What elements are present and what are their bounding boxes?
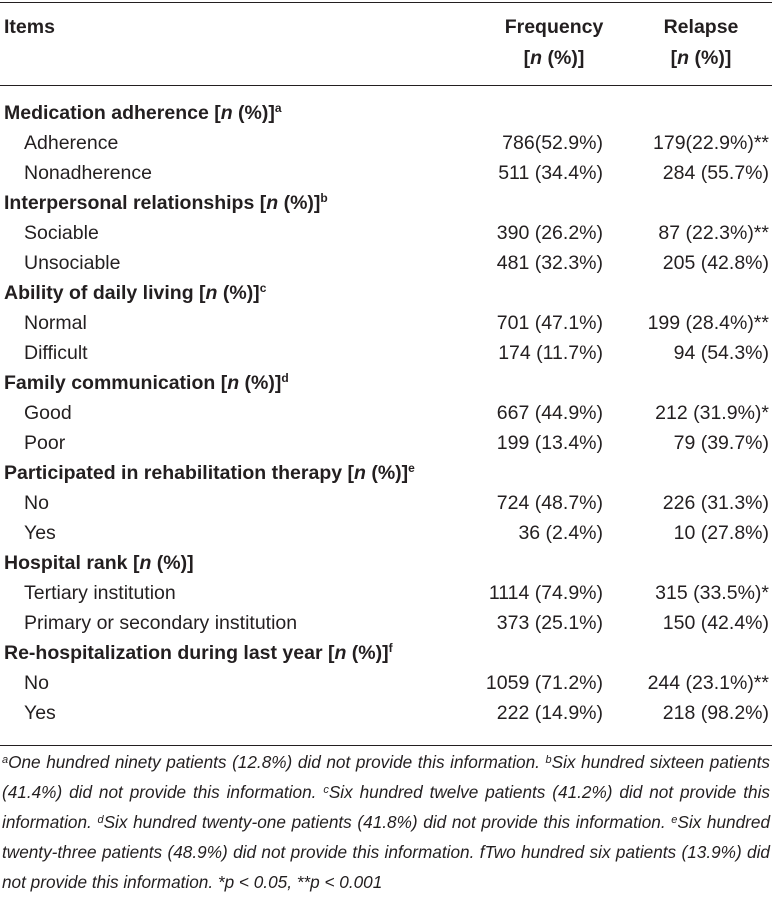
relapse-cell: 218 (98.2%) bbox=[662, 701, 769, 724]
footnote-b: Six hundred sixteen patients (41.4%) did not provide this information. bbox=[2, 752, 770, 802]
table-row bbox=[0, 608, 772, 638]
header-frequency-line2: [n (%)] bbox=[523, 47, 585, 69]
group-row bbox=[0, 458, 772, 488]
table-footnote bbox=[2, 747, 770, 897]
table-row bbox=[0, 248, 772, 278]
header-frequency bbox=[474, 12, 634, 74]
header-items: Items bbox=[4, 16, 55, 38]
frequency-cell: 174 (11.7%) bbox=[498, 341, 603, 364]
relapse-cell: 226 (31.3%) bbox=[662, 491, 769, 514]
footnote-a-marker: a bbox=[2, 754, 9, 766]
frequency-cell: 390 (26.2%) bbox=[496, 221, 603, 244]
relapse-cell: 94 (54.3%) bbox=[673, 341, 769, 364]
relapse-cell: 10 (27.8%) bbox=[673, 521, 769, 544]
relapse-cell: 199 (28.4%)** bbox=[647, 311, 769, 334]
group-row bbox=[0, 278, 772, 308]
top-rule bbox=[0, 2, 772, 3]
table-row bbox=[0, 398, 772, 428]
table-row bbox=[0, 428, 772, 458]
footnote-b-marker: b bbox=[545, 754, 552, 766]
relapse-cell: 87 (22.3%)** bbox=[658, 221, 769, 244]
footnote-e: Six hundred twenty-three patients (48.9%) did not provide this information. bbox=[2, 812, 770, 862]
footnote-marker: d bbox=[281, 370, 289, 385]
footnote-d-marker: d bbox=[97, 814, 104, 826]
footnote-e-marker: e bbox=[671, 814, 678, 826]
row-label: Poor bbox=[24, 431, 66, 454]
frequency-cell: 1059 (71.2%) bbox=[485, 671, 603, 694]
footnote-c-marker: c bbox=[323, 784, 329, 796]
table-row bbox=[0, 668, 772, 698]
relapse-cell: 284 (55.7%) bbox=[662, 161, 769, 184]
group-title: Family communication [n (%)]$^d$ bbox=[4, 370, 289, 394]
group-title: Interpersonal relationships [n (%)]$^b$ bbox=[4, 190, 328, 214]
frequency-cell: 36 (2.4%) bbox=[518, 521, 603, 544]
frequency-cell: 786(52.9%) bbox=[502, 131, 603, 154]
frequency-cell: 701 (47.1%) bbox=[496, 311, 603, 334]
table-row bbox=[0, 128, 772, 158]
bottom-rule bbox=[0, 745, 772, 746]
relapse-cell: 179(22.9%)** bbox=[653, 131, 769, 154]
footnote-marker: f bbox=[388, 640, 393, 655]
group-title: Medication adherence [n (%)]$^a$ bbox=[4, 100, 282, 124]
table-row bbox=[0, 578, 772, 608]
footnote-d: Six hundred twenty-one patients (41.8%) did not provide this information. bbox=[103, 812, 672, 832]
frequency-cell: 373 (25.1%) bbox=[496, 611, 603, 634]
table-row bbox=[0, 518, 772, 548]
footnote-marker: c bbox=[259, 280, 267, 295]
row-label: Sociable bbox=[24, 221, 99, 244]
group-title: Re-hospitalization during last year [n (%)]$^f$ bbox=[4, 640, 393, 664]
group-row bbox=[0, 188, 772, 218]
footnote-marker: e bbox=[408, 460, 415, 475]
table-row bbox=[0, 338, 772, 368]
header-rule bbox=[0, 85, 772, 86]
header-relapse bbox=[636, 12, 766, 74]
frequency-cell: 222 (14.9%) bbox=[496, 701, 603, 724]
row-label: No bbox=[24, 491, 49, 514]
footnote-c: Six hundred twelve patients (41.2%) did not provide this information. bbox=[2, 782, 771, 832]
group-row bbox=[0, 548, 772, 578]
relapse-cell: 79 (39.7%) bbox=[673, 431, 769, 454]
relapse-cell: 150 (42.4%) bbox=[662, 611, 769, 634]
group-title: Ability of daily living [n (%)]$^c$ bbox=[4, 280, 267, 304]
row-label: Unsociable bbox=[24, 251, 121, 274]
frequency-cell: 724 (48.7%) bbox=[496, 491, 603, 514]
footnote-marker: a bbox=[274, 100, 282, 115]
frequency-cell: 511 (34.4%) bbox=[498, 161, 603, 184]
row-label: Nonadherence bbox=[24, 161, 152, 184]
footnote-marker: b bbox=[320, 190, 328, 205]
row-label: Adherence bbox=[24, 131, 119, 154]
data-table bbox=[0, 98, 772, 728]
table-row bbox=[0, 158, 772, 188]
row-label: Primary or secondary institution bbox=[24, 611, 298, 634]
table-row bbox=[0, 308, 772, 338]
group-title: Participated in rehabilitation therapy [n (%)]$^e$ bbox=[4, 460, 415, 484]
frequency-cell: 667 (44.9%) bbox=[496, 401, 603, 424]
relapse-cell: 212 (31.9%)* bbox=[655, 401, 769, 424]
frequency-cell: 481 (32.3%) bbox=[496, 251, 603, 274]
header-frequency-line1: Frequency bbox=[504, 16, 604, 38]
row-label: Yes bbox=[24, 701, 56, 724]
table-row bbox=[0, 218, 772, 248]
row-label: Yes bbox=[24, 521, 56, 544]
row-label: No bbox=[24, 671, 49, 694]
header-relapse-line2: [n (%)] bbox=[670, 47, 732, 69]
group-title: Hospital rank [n (%)] bbox=[4, 551, 194, 574]
relapse-cell: 244 (23.1%)** bbox=[647, 671, 769, 694]
group-row bbox=[0, 98, 772, 128]
row-label: Normal bbox=[24, 311, 87, 334]
relapse-cell: 315 (33.5%)* bbox=[655, 581, 769, 604]
footnote-f: fTwo hundred six patients (13.9%) did not provide this information. *p < 0.05, **p < 0.001 bbox=[2, 842, 770, 892]
relapse-cell: 205 (42.8%) bbox=[662, 251, 769, 274]
header-relapse-line1: Relapse bbox=[663, 16, 739, 38]
table-row bbox=[0, 488, 772, 518]
frequency-cell: 199 (13.4%) bbox=[496, 431, 603, 454]
footnote-a: One hundred ninety patients (12.8%) did not provide this information. bbox=[8, 752, 546, 772]
group-row bbox=[0, 368, 772, 398]
row-label: Good bbox=[24, 401, 72, 424]
row-label: Tertiary institution bbox=[24, 581, 176, 604]
group-row bbox=[0, 638, 772, 668]
table-row bbox=[0, 698, 772, 728]
row-label: Difficult bbox=[24, 341, 88, 364]
frequency-cell: 1114 (74.9%) bbox=[488, 581, 603, 604]
